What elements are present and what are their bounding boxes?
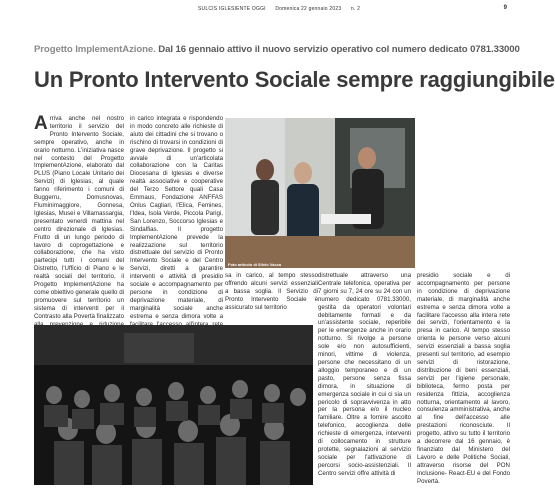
- column-5-text: presidio sociale e di accompagnamento per persone in condizione di deprivazione materiale, di marginalità anche estrema e senza dimora volte a facilitare l'accesso alla intera rete dei servizi, l'orientamento e la presa in carico. Al tempo stesso orienta le persone verso alcuni servizi essenziali a bassa soglia presenti sul territorio, ad esempio servizi di ristorazione, distribuzione di beni essenziali, servizi per l'igiene personale, biblioteca, fermo posta per residenza fittizia, accoglienza notturna, orientamento al lavoro, consulenza amministrativa, anche al fine dell'accesso alle prestazioni riconosciute. Il progetto, attivo su tutto il territorio a decorrere dal 16 gennaio, è finanziato dal Ministero del Lavoro e delle Politiche Sociali, attraverso risorse del PON Inclusione- React-EU e del Fondo Povertà.: [417, 272, 510, 485]
- page-header: [0, 2, 541, 14]
- drop-cap: A: [34, 113, 48, 134]
- page-number: 9: [503, 5, 507, 11]
- article-column-3: [225, 272, 318, 320]
- issue-number: n. 2: [350, 6, 361, 12]
- kicker-label: Progetto ImplementAzione.: [34, 44, 156, 55]
- column-2-text: in carico integrata e rispondendo in modo concreto alle richieste di aiuto dei cittadini che si trovano o rischino di trovarsi in condizioni di grave deprivazione. Il progetto si avvale di un'articolata collaborazione con la Caritas Diocesana di Iglesias e diverse realtà associative e cooperative del Terzo Settore quali Casa Emmaus, Fondazione ANFFAS Onlus Cagliari, l'Elica, Femines, l'Idea, Isola Verde, Piccola Parigi, San Lorenzo, Soccorso Iglesias e Sindalfias. Il progetto ImplementAzione prevede la realizzazione sul territorio distrettuale del servizio di Pronto Intervento Sociale e del Centro Servizi, diretti a garantire interventi e attività di presidio sociale e accompagnamento per persone in condizione di deprivazione materiale, di marginalità sociale anche estrema e senza dimora volte a: [130, 115, 223, 320]
- article-column-2: [130, 115, 223, 320]
- photo-top-image: [225, 118, 415, 268]
- article-column-1: [34, 113, 124, 320]
- publication-name: SULCIS IGLESIENTE OGGI: [198, 6, 266, 12]
- column-4-text: distrettuale attraverso una Centrale telefonica, operativa per 7 giorni su 7, 24 ore su 24 con un numero dedicato 0781.33000, gestita da operatori volontari debitamente formati e da un'assistente sociale, reperibile per le emergenze anche in orario notturno. Si rivolge a persone sole e/o non autosufficienti, minori, vittime di violenza, persone che necessitano di un alloggio temporaneo e di un pasto, persone senza fissa dimora, in situazione di emergenza sociale in cui ci sia un pericolo di sopravvivenza in atto per la persona e/o il nucleo familiare. Oltre a fornire ascolto telefonico, accoglienza delle richieste di emergenza, interventi di collocamento in strutture protette, segnalazioni al servizio sociale per l'attivazione di percorsi socio-assistenziali. Il Centro servizi offre attività di: [318, 272, 411, 477]
- column-1-text: rriva anche nel nostro territorio il servizio del Pronto Intervento Sociale, sempre operativo, anche in orario notturno. L'iniziativa nasce nel contesto del Progetto ImplementAzione, elaborato dal PLUS (Piano Locale Unitario dei Servizi) di Iglesias, al quale fanno riferimento i comuni di Buggerru, Domusnovas, Fluminimaggiore, Gonnesa, Iglesias, Musei e Villamassargia, presentato venerdì mattina nel centro direzionale di Iglesias. Frutto di un lungo periodo di lavoro di coprogettazione e collaborazione, che ha visto partecipi tutti i comuni del Distretto, l'Ufficio di Piano e le realtà sociali del territorio, il Progetto ImplementAzione ha come obiettivo generale quello di promuovere sul territorio un sistema di interventi per il Contrasto alla Povertà finalizzato: [34, 115, 124, 320]
- kicker: [34, 44, 520, 55]
- column-3-text: sa in carico, al tempo stesso offrendo alcuni servizi essenziali a bassa soglia. Il Servizio di Pronto Intervento Sociale è assicurato sul territorio: [225, 272, 318, 311]
- article-photo-bottom: [34, 325, 313, 485]
- article-column-4: [318, 272, 411, 485]
- kicker-text: Dal 16 gennaio attivo il nuovo servizio operativo col numero dedicato 0781.33000: [158, 44, 520, 55]
- article-column-5: [417, 272, 510, 485]
- photo-caption: Foto articolo di Silvio Vacca: [228, 262, 282, 267]
- photo-bottom-image: [34, 325, 313, 485]
- headline: Un Pronto Intervento Sociale sempre raggiungibile: [34, 67, 555, 92]
- publication-date: Domenica 22 gennaio 2023: [275, 6, 342, 12]
- header-info: [198, 6, 368, 12]
- article-photo-top: [225, 118, 415, 268]
